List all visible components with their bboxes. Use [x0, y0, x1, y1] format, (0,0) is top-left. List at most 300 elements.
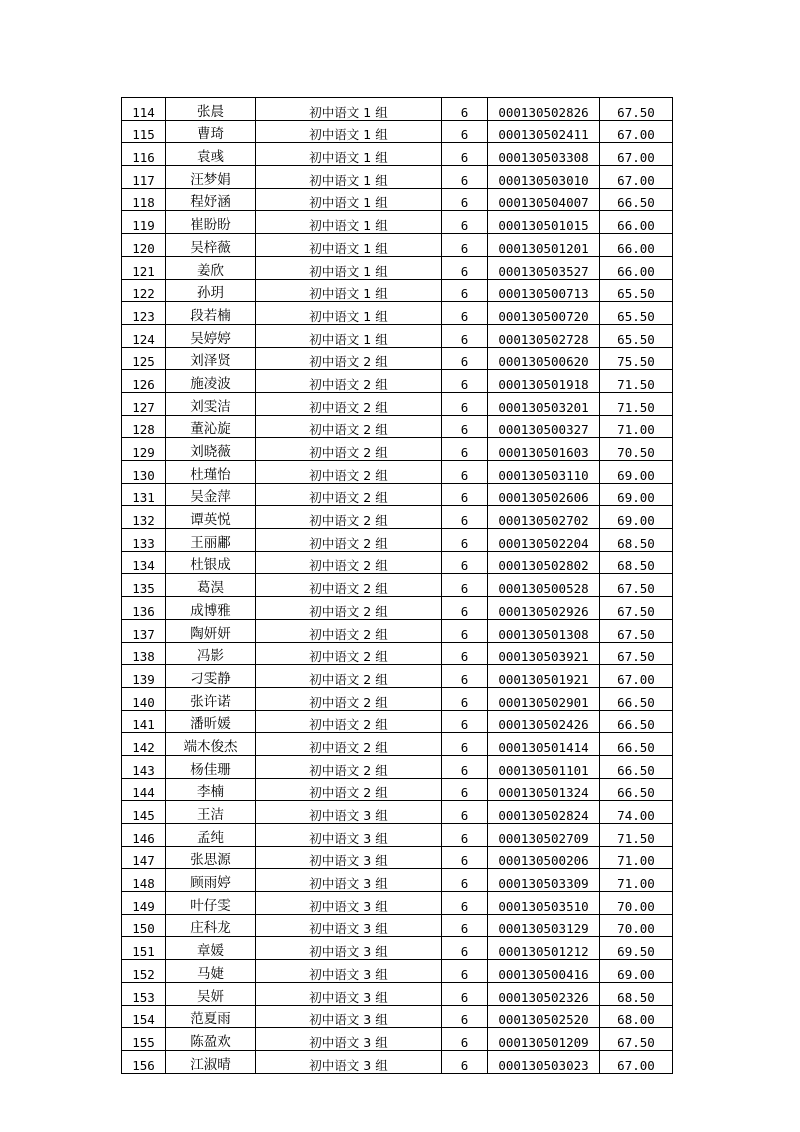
row-number-cell: 144 [122, 778, 166, 801]
row-number-cell: 127 [122, 392, 166, 415]
candidate-name-cell: 陶妍妍 [166, 619, 256, 642]
ticket-number-cell: 000130503010 [488, 166, 600, 189]
row-number-cell: 121 [122, 256, 166, 279]
candidate-name-cell: 吴妍 [166, 982, 256, 1005]
table-row [122, 461, 673, 484]
subject-group-cell: 初中语文 2 组 [256, 461, 442, 484]
ticket-number-cell: 000130501603 [488, 438, 600, 461]
ticket-number-cell: 000130502901 [488, 687, 600, 710]
row-number-cell: 150 [122, 914, 166, 937]
table-row [122, 733, 673, 756]
ticket-number-cell: 000130502326 [488, 982, 600, 1005]
ticket-number-cell: 000130503308 [488, 143, 600, 166]
score-cell: 71.00 [600, 869, 673, 892]
score-cell: 71.00 [600, 846, 673, 869]
table-row [122, 98, 673, 121]
row-number-cell: 116 [122, 143, 166, 166]
table-row [122, 551, 673, 574]
score-cell: 67.50 [600, 1028, 673, 1051]
group-number-cell: 6 [442, 188, 488, 211]
row-number-cell: 142 [122, 733, 166, 756]
group-number-cell: 6 [442, 392, 488, 415]
candidate-name-cell: 刘晓薇 [166, 438, 256, 461]
table-row [122, 982, 673, 1005]
subject-group-cell: 初中语文 2 组 [256, 778, 442, 801]
ticket-number-cell: 000130502709 [488, 824, 600, 847]
subject-group-cell: 初中语文 3 组 [256, 1050, 442, 1073]
ticket-number-cell: 000130501324 [488, 778, 600, 801]
subject-group-cell: 初中语文 1 组 [256, 324, 442, 347]
subject-group-cell: 初中语文 2 组 [256, 415, 442, 438]
group-number-cell: 6 [442, 551, 488, 574]
ticket-number-cell: 000130503023 [488, 1050, 600, 1073]
candidate-name-cell: 崔盼盼 [166, 211, 256, 234]
group-number-cell: 6 [442, 120, 488, 143]
table-row [122, 642, 673, 665]
subject-group-cell: 初中语文 3 组 [256, 982, 442, 1005]
ticket-number-cell: 000130501414 [488, 733, 600, 756]
score-cell: 69.50 [600, 937, 673, 960]
row-number-cell: 135 [122, 574, 166, 597]
row-number-cell: 132 [122, 506, 166, 529]
table-row [122, 846, 673, 869]
group-number-cell: 6 [442, 619, 488, 642]
score-cell: 70.00 [600, 892, 673, 915]
table-row [122, 347, 673, 370]
score-cell: 71.50 [600, 370, 673, 393]
table-row [122, 506, 673, 529]
score-cell: 68.50 [600, 982, 673, 1005]
score-cell: 67.00 [600, 665, 673, 688]
subject-group-cell: 初中语文 2 组 [256, 597, 442, 620]
candidate-name-cell: 王丽鄘 [166, 529, 256, 552]
group-number-cell: 6 [442, 234, 488, 257]
ticket-number-cell: 000130501101 [488, 755, 600, 778]
group-number-cell: 6 [442, 597, 488, 620]
ticket-number-cell: 000130503921 [488, 642, 600, 665]
row-number-cell: 153 [122, 982, 166, 1005]
subject-group-cell: 初中语文 3 组 [256, 892, 442, 915]
candidate-name-cell: 张思源 [166, 846, 256, 869]
group-number-cell: 6 [442, 347, 488, 370]
subject-group-cell: 初中语文 1 组 [256, 188, 442, 211]
table-row [122, 801, 673, 824]
score-cell: 67.50 [600, 574, 673, 597]
group-number-cell: 6 [442, 166, 488, 189]
candidate-name-cell: 刘泽贤 [166, 347, 256, 370]
table-row [122, 1050, 673, 1073]
candidate-name-cell: 章媛 [166, 937, 256, 960]
subject-group-cell: 初中语文 1 组 [256, 256, 442, 279]
candidate-name-cell: 刘雯洁 [166, 392, 256, 415]
score-cell: 69.00 [600, 461, 673, 484]
score-cell: 71.50 [600, 392, 673, 415]
score-cell: 67.50 [600, 619, 673, 642]
group-number-cell: 6 [442, 1028, 488, 1051]
group-number-cell: 6 [442, 574, 488, 597]
group-number-cell: 6 [442, 960, 488, 983]
candidate-name-cell: 董沁旋 [166, 415, 256, 438]
table-row [122, 960, 673, 983]
ticket-number-cell: 000130500720 [488, 302, 600, 325]
score-cell: 66.00 [600, 256, 673, 279]
score-cell: 71.00 [600, 415, 673, 438]
ticket-number-cell: 000130502606 [488, 483, 600, 506]
ticket-number-cell: 000130501212 [488, 937, 600, 960]
ticket-number-cell: 000130501201 [488, 234, 600, 257]
group-number-cell: 6 [442, 801, 488, 824]
row-number-cell: 120 [122, 234, 166, 257]
ticket-number-cell: 000130502824 [488, 801, 600, 824]
score-cell: 67.50 [600, 597, 673, 620]
ticket-number-cell: 000130503129 [488, 914, 600, 937]
row-number-cell: 151 [122, 937, 166, 960]
ticket-number-cell: 000130502204 [488, 529, 600, 552]
score-cell: 66.50 [600, 710, 673, 733]
score-cell: 67.00 [600, 143, 673, 166]
candidate-name-cell: 吴婷婷 [166, 324, 256, 347]
subject-group-cell: 初中语文 1 组 [256, 302, 442, 325]
subject-group-cell: 初中语文 2 组 [256, 347, 442, 370]
table-row [122, 914, 673, 937]
group-number-cell: 6 [442, 529, 488, 552]
candidate-name-cell: 段若楠 [166, 302, 256, 325]
group-number-cell: 6 [442, 211, 488, 234]
table-row [122, 665, 673, 688]
ticket-number-cell: 000130501209 [488, 1028, 600, 1051]
row-number-cell: 118 [122, 188, 166, 211]
candidate-name-cell: 姜欣 [166, 256, 256, 279]
subject-group-cell: 初中语文 3 组 [256, 869, 442, 892]
score-cell: 75.50 [600, 347, 673, 370]
row-number-cell: 117 [122, 166, 166, 189]
subject-group-cell: 初中语文 3 组 [256, 914, 442, 937]
group-number-cell: 6 [442, 143, 488, 166]
score-cell: 69.00 [600, 506, 673, 529]
row-number-cell: 126 [122, 370, 166, 393]
ticket-number-cell: 000130502926 [488, 597, 600, 620]
table-row [122, 710, 673, 733]
subject-group-cell: 初中语文 2 组 [256, 710, 442, 733]
score-cell: 69.00 [600, 960, 673, 983]
table-row [122, 869, 673, 892]
table-row [122, 483, 673, 506]
group-number-cell: 6 [442, 98, 488, 121]
row-number-cell: 134 [122, 551, 166, 574]
table-row [122, 937, 673, 960]
score-cell: 68.50 [600, 551, 673, 574]
subject-group-cell: 初中语文 2 组 [256, 392, 442, 415]
group-number-cell: 6 [442, 937, 488, 960]
group-number-cell: 6 [442, 370, 488, 393]
table-row [122, 574, 673, 597]
ticket-number-cell: 000130503527 [488, 256, 600, 279]
score-cell: 66.50 [600, 778, 673, 801]
ticket-number-cell: 000130501308 [488, 619, 600, 642]
ticket-number-cell: 000130504007 [488, 188, 600, 211]
score-cell: 66.50 [600, 733, 673, 756]
score-cell: 71.50 [600, 824, 673, 847]
row-number-cell: 130 [122, 461, 166, 484]
ticket-number-cell: 000130500528 [488, 574, 600, 597]
group-number-cell: 6 [442, 1050, 488, 1073]
group-number-cell: 6 [442, 256, 488, 279]
table-row [122, 1005, 673, 1028]
score-cell: 67.00 [600, 120, 673, 143]
group-number-cell: 6 [442, 483, 488, 506]
row-number-cell: 146 [122, 824, 166, 847]
subject-group-cell: 初中语文 2 组 [256, 619, 442, 642]
candidate-name-cell: 张晨 [166, 98, 256, 121]
group-number-cell: 6 [442, 869, 488, 892]
ticket-number-cell: 000130500620 [488, 347, 600, 370]
candidate-name-cell: 刁雯静 [166, 665, 256, 688]
ticket-number-cell: 000130502426 [488, 710, 600, 733]
group-number-cell: 6 [442, 914, 488, 937]
candidate-name-cell: 庄科龙 [166, 914, 256, 937]
table-row [122, 392, 673, 415]
ticket-number-cell: 000130503110 [488, 461, 600, 484]
candidate-name-cell: 杜银成 [166, 551, 256, 574]
ticket-number-cell: 000130500416 [488, 960, 600, 983]
score-cell: 74.00 [600, 801, 673, 824]
subject-group-cell: 初中语文 1 组 [256, 98, 442, 121]
score-cell: 68.50 [600, 529, 673, 552]
table-row [122, 143, 673, 166]
ticket-number-cell: 000130501921 [488, 665, 600, 688]
group-number-cell: 6 [442, 324, 488, 347]
row-number-cell: 115 [122, 120, 166, 143]
group-number-cell: 6 [442, 506, 488, 529]
ticket-number-cell: 000130500327 [488, 415, 600, 438]
row-number-cell: 149 [122, 892, 166, 915]
score-cell: 70.00 [600, 914, 673, 937]
subject-group-cell: 初中语文 2 组 [256, 483, 442, 506]
score-cell: 66.50 [600, 188, 673, 211]
group-number-cell: 6 [442, 665, 488, 688]
candidate-name-cell: 顾雨婷 [166, 869, 256, 892]
row-number-cell: 148 [122, 869, 166, 892]
subject-group-cell: 初中语文 1 组 [256, 120, 442, 143]
ticket-number-cell: 000130500713 [488, 279, 600, 302]
table-row [122, 120, 673, 143]
candidate-name-cell: 冯影 [166, 642, 256, 665]
score-cell: 70.50 [600, 438, 673, 461]
candidate-name-cell: 曹琦 [166, 120, 256, 143]
row-number-cell: 119 [122, 211, 166, 234]
candidate-name-cell: 吴梓薇 [166, 234, 256, 257]
candidate-name-cell: 施凌波 [166, 370, 256, 393]
group-number-cell: 6 [442, 642, 488, 665]
score-cell: 67.00 [600, 1050, 673, 1073]
table-row [122, 302, 673, 325]
ticket-number-cell: 000130503510 [488, 892, 600, 915]
row-number-cell: 137 [122, 619, 166, 642]
table-row [122, 188, 673, 211]
subject-group-cell: 初中语文 3 组 [256, 846, 442, 869]
results-table [121, 97, 673, 1074]
group-number-cell: 6 [442, 710, 488, 733]
ticket-number-cell: 000130502702 [488, 506, 600, 529]
score-cell: 66.50 [600, 755, 673, 778]
score-cell: 66.00 [600, 211, 673, 234]
group-number-cell: 6 [442, 982, 488, 1005]
score-cell: 66.50 [600, 687, 673, 710]
row-number-cell: 131 [122, 483, 166, 506]
subject-group-cell: 初中语文 1 组 [256, 143, 442, 166]
subject-group-cell: 初中语文 2 组 [256, 529, 442, 552]
candidate-name-cell: 端木俊杰 [166, 733, 256, 756]
candidate-name-cell: 成博雅 [166, 597, 256, 620]
group-number-cell: 6 [442, 755, 488, 778]
row-number-cell: 147 [122, 846, 166, 869]
candidate-name-cell: 陈盈欢 [166, 1028, 256, 1051]
subject-group-cell: 初中语文 2 组 [256, 665, 442, 688]
row-number-cell: 129 [122, 438, 166, 461]
row-number-cell: 155 [122, 1028, 166, 1051]
subject-group-cell: 初中语文 3 组 [256, 801, 442, 824]
subject-group-cell: 初中语文 3 组 [256, 937, 442, 960]
ticket-number-cell: 000130503309 [488, 869, 600, 892]
score-cell: 65.50 [600, 302, 673, 325]
subject-group-cell: 初中语文 1 组 [256, 211, 442, 234]
subject-group-cell: 初中语文 3 组 [256, 1028, 442, 1051]
row-number-cell: 141 [122, 710, 166, 733]
candidate-name-cell: 范夏雨 [166, 1005, 256, 1028]
row-number-cell: 138 [122, 642, 166, 665]
candidate-name-cell: 袁彧 [166, 143, 256, 166]
ticket-number-cell: 000130501918 [488, 370, 600, 393]
score-cell: 66.00 [600, 234, 673, 257]
ticket-number-cell: 000130502411 [488, 120, 600, 143]
row-number-cell: 123 [122, 302, 166, 325]
row-number-cell: 122 [122, 279, 166, 302]
candidate-name-cell: 李楠 [166, 778, 256, 801]
score-cell: 67.00 [600, 166, 673, 189]
group-number-cell: 6 [442, 687, 488, 710]
row-number-cell: 136 [122, 597, 166, 620]
row-number-cell: 143 [122, 755, 166, 778]
table-row [122, 234, 673, 257]
candidate-name-cell: 潘昕媛 [166, 710, 256, 733]
table-row [122, 415, 673, 438]
table-row [122, 279, 673, 302]
table-row [122, 824, 673, 847]
row-number-cell: 124 [122, 324, 166, 347]
row-number-cell: 154 [122, 1005, 166, 1028]
ticket-number-cell: 000130503201 [488, 392, 600, 415]
candidate-name-cell: 孙玥 [166, 279, 256, 302]
score-cell: 65.50 [600, 324, 673, 347]
subject-group-cell: 初中语文 2 组 [256, 574, 442, 597]
row-number-cell: 133 [122, 529, 166, 552]
row-number-cell: 152 [122, 960, 166, 983]
subject-group-cell: 初中语文 2 组 [256, 506, 442, 529]
table-row [122, 438, 673, 461]
ticket-number-cell: 000130502728 [488, 324, 600, 347]
row-number-cell: 114 [122, 98, 166, 121]
score-cell: 67.50 [600, 98, 673, 121]
subject-group-cell: 初中语文 1 组 [256, 279, 442, 302]
score-cell: 67.50 [600, 642, 673, 665]
subject-group-cell: 初中语文 2 组 [256, 642, 442, 665]
subject-group-cell: 初中语文 3 组 [256, 960, 442, 983]
row-number-cell: 140 [122, 687, 166, 710]
table-row [122, 755, 673, 778]
row-number-cell: 128 [122, 415, 166, 438]
group-number-cell: 6 [442, 438, 488, 461]
table-row [122, 778, 673, 801]
row-number-cell: 139 [122, 665, 166, 688]
candidate-name-cell: 程妤涵 [166, 188, 256, 211]
group-number-cell: 6 [442, 1005, 488, 1028]
candidate-name-cell: 葛淏 [166, 574, 256, 597]
group-number-cell: 6 [442, 461, 488, 484]
subject-group-cell: 初中语文 2 组 [256, 551, 442, 574]
score-cell: 69.00 [600, 483, 673, 506]
table-row [122, 687, 673, 710]
candidate-name-cell: 杨佳珊 [166, 755, 256, 778]
subject-group-cell: 初中语文 3 组 [256, 824, 442, 847]
table-row [122, 166, 673, 189]
group-number-cell: 6 [442, 778, 488, 801]
table-row [122, 256, 673, 279]
results-table-body [122, 98, 673, 1074]
table-row [122, 597, 673, 620]
candidate-name-cell: 马婕 [166, 960, 256, 983]
ticket-number-cell: 000130502520 [488, 1005, 600, 1028]
subject-group-cell: 初中语文 2 组 [256, 438, 442, 461]
group-number-cell: 6 [442, 415, 488, 438]
ticket-number-cell: 000130502826 [488, 98, 600, 121]
table-row [122, 529, 673, 552]
ticket-number-cell: 000130501015 [488, 211, 600, 234]
candidate-name-cell: 张许诺 [166, 687, 256, 710]
candidate-name-cell: 孟纯 [166, 824, 256, 847]
group-number-cell: 6 [442, 302, 488, 325]
ticket-number-cell: 000130500206 [488, 846, 600, 869]
subject-group-cell: 初中语文 1 组 [256, 166, 442, 189]
group-number-cell: 6 [442, 824, 488, 847]
score-cell: 68.00 [600, 1005, 673, 1028]
score-cell: 65.50 [600, 279, 673, 302]
table-row [122, 211, 673, 234]
subject-group-cell: 初中语文 1 组 [256, 234, 442, 257]
group-number-cell: 6 [442, 279, 488, 302]
candidate-name-cell: 谭英悦 [166, 506, 256, 529]
candidate-name-cell: 江淑晴 [166, 1050, 256, 1073]
subject-group-cell: 初中语文 2 组 [256, 370, 442, 393]
group-number-cell: 6 [442, 846, 488, 869]
table-row [122, 1028, 673, 1051]
candidate-name-cell: 叶仔雯 [166, 892, 256, 915]
table-row [122, 892, 673, 915]
row-number-cell: 125 [122, 347, 166, 370]
table-row [122, 619, 673, 642]
subject-group-cell: 初中语文 3 组 [256, 1005, 442, 1028]
subject-group-cell: 初中语文 2 组 [256, 733, 442, 756]
group-number-cell: 6 [442, 892, 488, 915]
table-row [122, 370, 673, 393]
ticket-number-cell: 000130502802 [488, 551, 600, 574]
subject-group-cell: 初中语文 2 组 [256, 755, 442, 778]
table-row [122, 324, 673, 347]
row-number-cell: 156 [122, 1050, 166, 1073]
group-number-cell: 6 [442, 733, 488, 756]
candidate-name-cell: 吴金萍 [166, 483, 256, 506]
candidate-name-cell: 王洁 [166, 801, 256, 824]
candidate-name-cell: 杜瑾怡 [166, 461, 256, 484]
